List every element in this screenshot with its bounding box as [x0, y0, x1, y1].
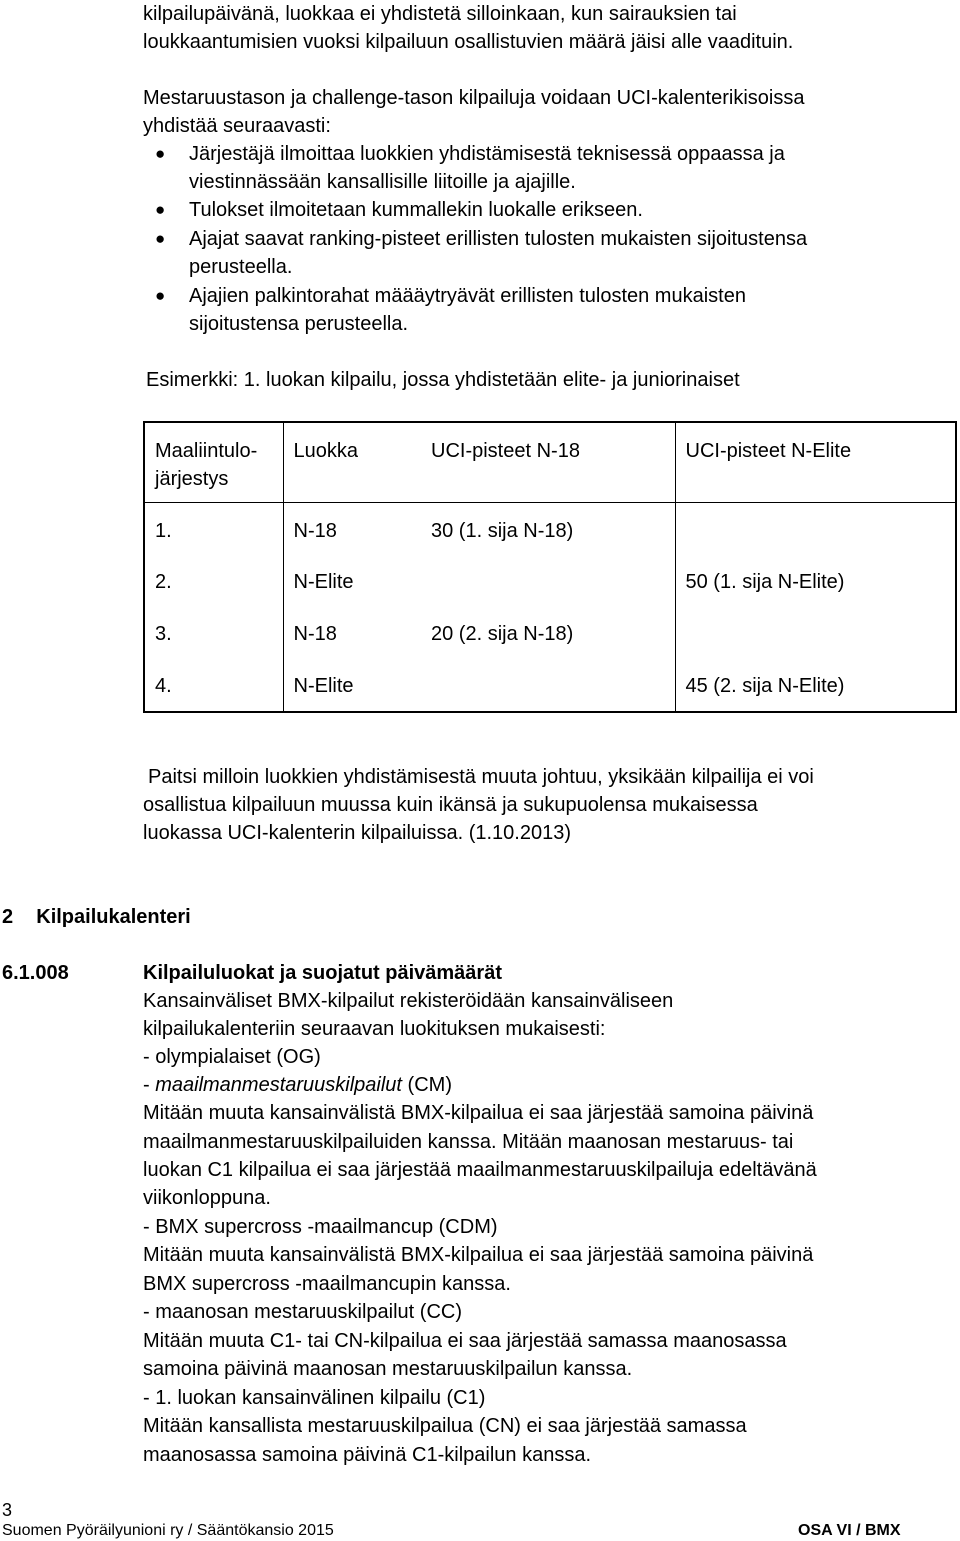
footer-left: Suomen Pyöräilyunioni ry / Sääntökansio 2015: [2, 1522, 334, 1539]
header-cell: UCI-pisteet N-Elite: [675, 422, 956, 502]
bullet-text: Tulokset ilmoitetaan kummallekin luokalle erikseen.: [189, 199, 643, 221]
header-text: järjestys: [155, 468, 229, 490]
bullet-text: viestinnässään kansallisille liitoille ja ajajille.: [189, 171, 576, 193]
bullet-icon: ●: [155, 200, 166, 219]
article-line: maailmanmestaruuskilpailuiden kanssa. Mitään maanosan mestaruus- tai: [143, 1131, 794, 1153]
section-heading: [2, 903, 191, 931]
note-line: Paitsi milloin luokkien yhdistämisestä muuta johtuu, yksikään kilpailija ei voi: [148, 766, 814, 788]
bullet-icon: ●: [155, 144, 166, 163]
article-line: - maanosan mestaruuskilpailut (CC): [143, 1301, 463, 1323]
table-cell: 3.: [144, 606, 283, 658]
table-cell: N-18: [293, 623, 337, 645]
table-row: [144, 554, 956, 606]
table-cell: 4.: [144, 658, 283, 712]
article-number: 6.1.008: [2, 962, 69, 984]
example-title: Esimerkki: 1. luokan kilpailu, jossa yhdistetään elite- ja juniorinaiset: [146, 369, 740, 391]
table-row: [144, 658, 956, 712]
note-line: luokassa UCI-kalenterin kilpailuissa. (1.10.2013): [143, 822, 571, 844]
article-line: kilpailukalenteriin seuraavan luokituksen mukaisesti:: [143, 1018, 606, 1040]
table-cell: [675, 502, 956, 554]
article-line: BMX supercross -maailmancupin kanssa.: [143, 1273, 511, 1295]
header-cell: [144, 422, 283, 502]
bullet-icon: ●: [155, 286, 166, 305]
section-title: Kilpailukalenteri: [36, 906, 191, 928]
article-line: Mitään muuta C1- tai CN-kilpailua ei saa järjestää samassa maanosassa: [143, 1330, 787, 1352]
table-cell: N-Elite: [293, 675, 354, 697]
bullet-text: sijoitustensa perusteella.: [189, 313, 409, 335]
article-line: samoina päivinä maanosan mestaruuskilpailun kanssa.: [143, 1358, 633, 1380]
section-number: 2: [2, 906, 14, 928]
table-cell: 20 (2. sija N-18): [421, 606, 675, 658]
page-number: 3: [2, 1500, 13, 1520]
intro-line: loukkaantumisien vuoksi kilpailuun osallistuvien määrä jäisi alle vaadituin.: [143, 31, 794, 53]
intro-line: Mestaruustason ja challenge-tason kilpailuja voidaan UCI-kalenterikisoissa: [143, 87, 805, 109]
article-title: Kilpailuluokat ja suojatut päivämäärät: [143, 962, 502, 984]
article-line: Mitään kansallista mestaruuskilpailua (CN) ei saa järjestää samassa: [143, 1415, 747, 1437]
table-cell: 30 (1. sija N-18): [421, 502, 675, 554]
article-line: maanosassa samoina päivinä C1-kilpailun kanssa.: [143, 1444, 592, 1466]
results-table: [143, 421, 957, 713]
footer-right: OSA VI / BMX: [798, 1522, 901, 1539]
table-cell: 2.: [144, 554, 283, 606]
bullet-text: Ajajat saavat ranking-pisteet erillisten tulosten mukaisten sijoitustensa: [189, 228, 808, 250]
article-line: Mitään muuta kansainvälistä BMX-kilpailua ei saa järjestää samoina päivinä: [143, 1244, 814, 1266]
article-line: - olympialaiset (OG): [143, 1046, 321, 1068]
table-row: [144, 606, 956, 658]
table-cell: [421, 658, 675, 712]
article-line: - 1. luokan kansainvälinen kilpailu (C1): [143, 1387, 486, 1409]
table-header-row: [144, 422, 956, 502]
table-row: [144, 502, 956, 554]
article-line: Kansainväliset BMX-kilpailut rekisteröidään kansainväliseen: [143, 990, 674, 1012]
article-line: - BMX supercross -maailmancup (CDM): [143, 1216, 498, 1238]
table-cell: N-18: [293, 519, 337, 542]
table-cell: N-Elite: [293, 571, 354, 593]
intro-line: yhdistää seuraavasti:: [143, 115, 331, 137]
article-line: luokan C1 kilpailua ei saa järjestää maailmanmestaruuskilpailuja edeltävänä: [143, 1159, 817, 1181]
table-cell: 50 (1. sija N-Elite): [685, 571, 845, 593]
list-dash: -: [143, 1074, 156, 1096]
intro-line: kilpailupäivänä, luokkaa ei yhdistetä silloinkaan, kun sairauksien tai: [143, 3, 737, 25]
abbreviation: (CM): [402, 1074, 452, 1096]
note-line: osallistua kilpailuun muussa kuin ikänsä ja sukupuolensa mukaisessa: [143, 794, 758, 816]
table-cell: 45 (2. sija N-Elite): [685, 675, 845, 697]
table-cell: [421, 554, 675, 606]
table-cell: 1.: [144, 502, 283, 554]
bullet-text: perusteella.: [189, 256, 293, 278]
italic-term: maailmanmestaruuskilpailut: [155, 1074, 402, 1096]
article-line: viikonloppuna.: [143, 1187, 271, 1209]
header-cell: UCI-pisteet N-18: [421, 422, 675, 502]
header-cell: Luokka: [283, 422, 421, 502]
bullet-icon: ●: [155, 229, 166, 248]
article-line: Mitään muuta kansainvälistä BMX-kilpailua ei saa järjestää samoina päivinä: [143, 1102, 814, 1124]
bullet-text: Järjestäjä ilmoittaa luokkien yhdistämisestä teknisessä oppaassa ja: [189, 143, 785, 165]
header-text: Maaliintulo-: [155, 440, 258, 462]
article-line: [143, 1071, 452, 1099]
bullet-text: Ajajien palkintorahat määäytryävät erillisten tulosten mukaisten: [189, 285, 746, 307]
table-cell: [675, 606, 956, 658]
